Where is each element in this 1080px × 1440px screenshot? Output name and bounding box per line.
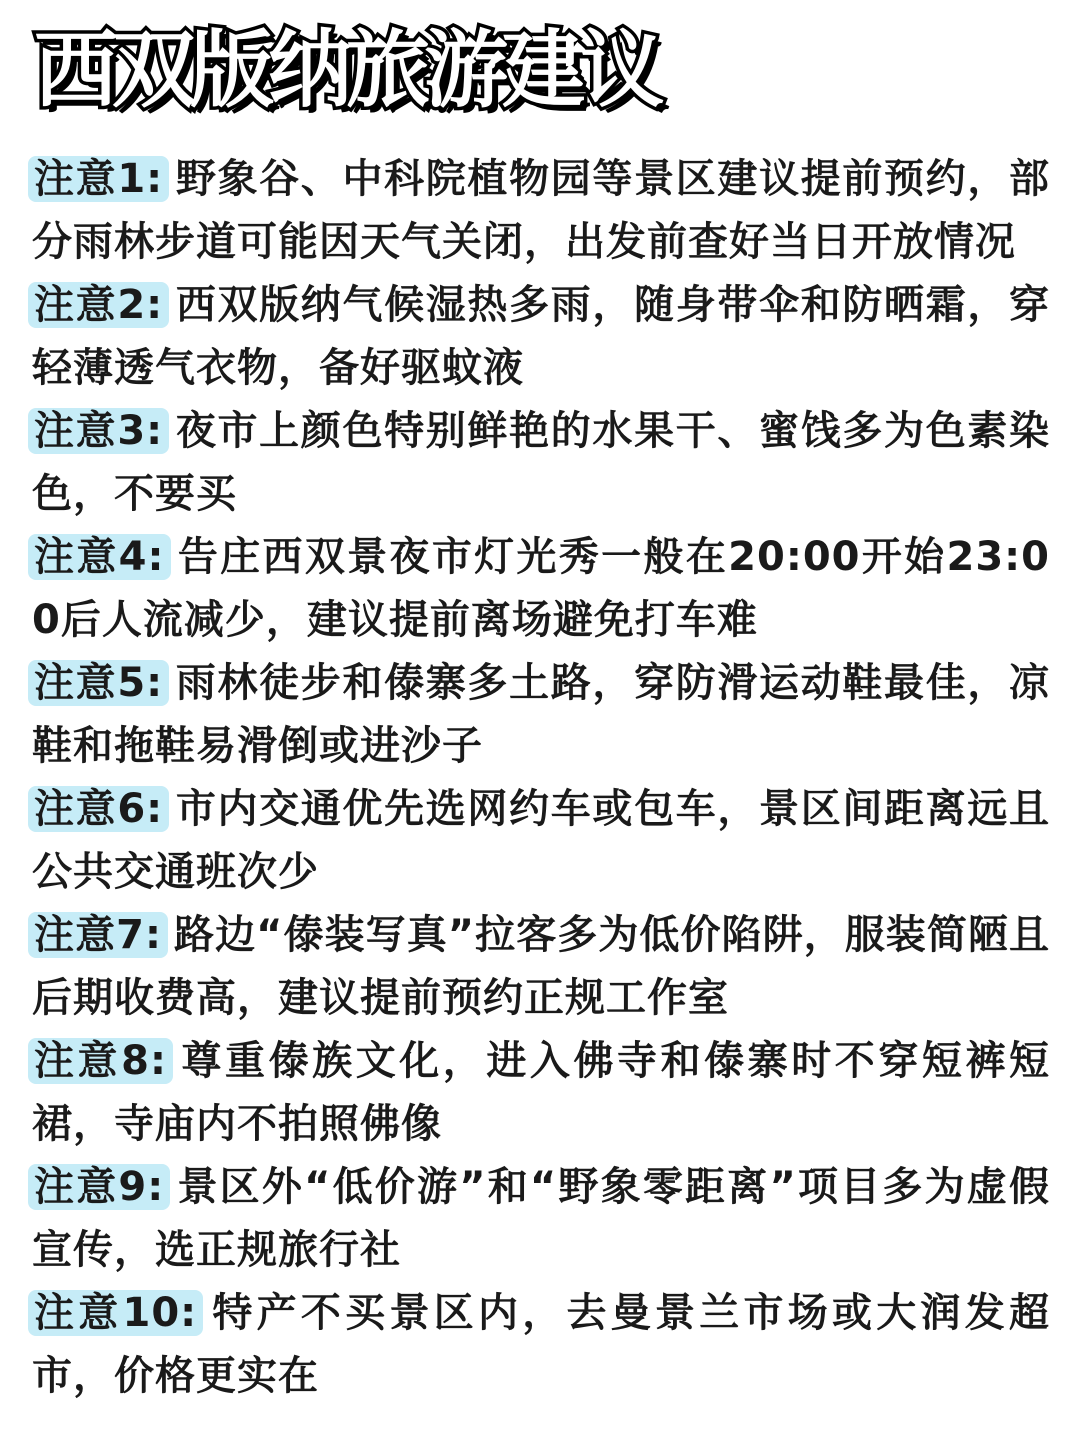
tip-label: 注意2: [28,282,169,328]
tip-text: 市内交通优先选网约车或包车，景区间距离远且公共交通班次少 [32,786,1051,895]
tip-label: 注意8: [28,1038,173,1084]
tip-item [32,274,1050,400]
tip-text: 特产不买景区内，去曼景兰市场或大润发超市，价格更实在 [32,1290,1050,1399]
tip-text: 告庄西双景夜市灯光秀一般在20:00开始23:00后人流减少，建议提前离场避免打车难 [32,534,1050,643]
tip-text: 尊重傣族文化，进入佛寺和傣寨时不穿短裤短裙，寺庙内不拍照佛像 [32,1038,1051,1147]
tip-label: 注意1: [28,156,169,202]
tip-item [32,400,1050,526]
tips-list [32,148,1050,1408]
tip-label: 注意4: [28,534,171,580]
tip-label: 注意9: [28,1164,170,1210]
tip-item [32,652,1050,778]
tip-label: 注意5: [28,660,169,706]
page-title: 西双版纳旅游建议 [34,21,659,119]
tip-text: 景区外“低价游”和“野象零距离”项目多为虚假宣传，选正规旅行社 [32,1164,1051,1273]
tip-label: 注意6: [28,786,169,832]
tip-item [32,526,1050,652]
tip-text: 雨林徒步和傣寨多土路，穿防滑运动鞋最佳，凉鞋和拖鞋易滑倒或进沙子 [32,660,1051,769]
tip-item [32,904,1050,1030]
tip-item [32,1282,1050,1408]
tip-item [32,1030,1050,1156]
tip-label: 注意10: [28,1290,203,1336]
tip-text: 野象谷、中科院植物园等景区建议提前预约，部分雨林步道可能因天气关闭，出发前查好当日开放情况 [32,156,1051,265]
tip-label: 注意7: [28,912,168,958]
tip-text: 夜市上颜色特别鲜艳的水果干、蜜饯多为色素染色，不要买 [32,408,1051,517]
tip-text: 路边“傣装写真”拉客多为低价陷阱，服装简陋且后期收费高，建议提前预约正规工作室 [32,912,1051,1021]
tip-label: 注意3: [28,408,169,454]
tip-item [32,778,1050,904]
tip-item [32,148,1050,274]
tip-item [32,1156,1050,1282]
tip-text: 西双版纳气候湿热多雨，随身带伞和防晒霜，穿轻薄透气衣物，备好驱蚊液 [32,282,1051,391]
